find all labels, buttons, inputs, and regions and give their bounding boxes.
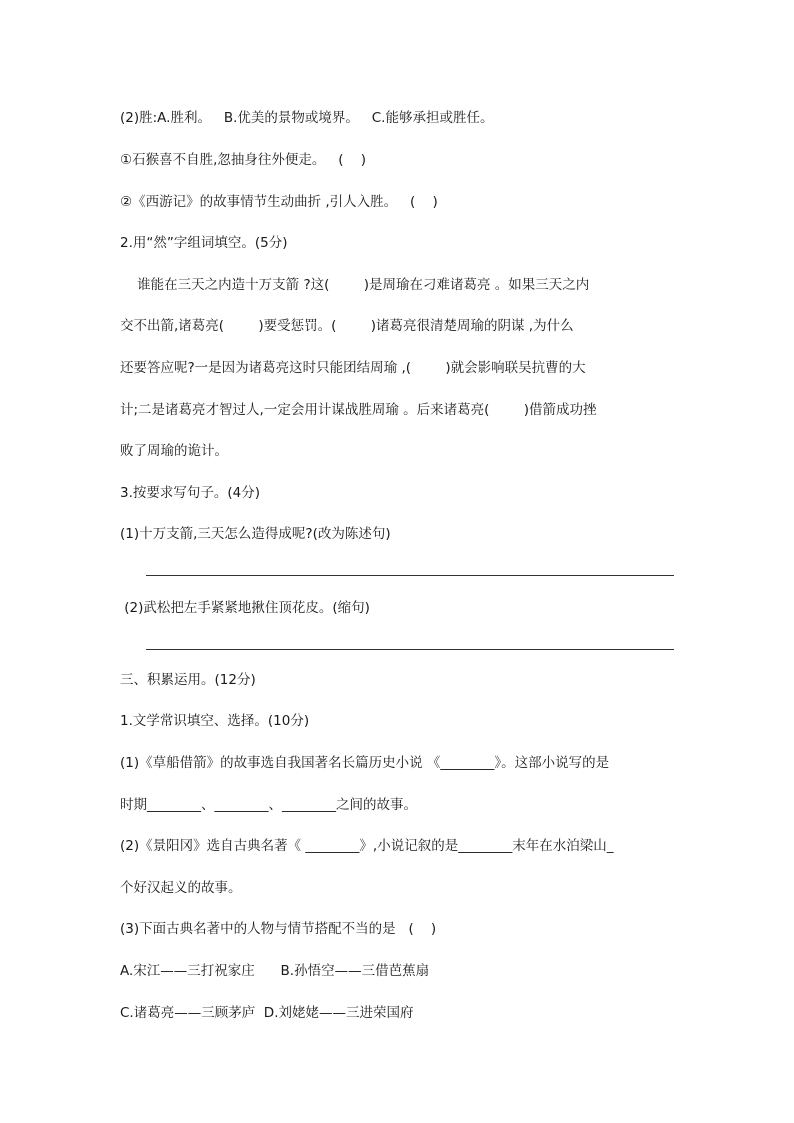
question-2-2-item-1: ①石猴喜不自胜,忽抽身往外便走。 ( ) <box>120 152 366 168</box>
passage-line-5: 败了周瑜的诡计。 <box>120 443 228 459</box>
literature-item-2-line-1: (2)《景阳冈》选自古典名著《 ________》,小说记叙的是________末年在水泊梁山_ <box>120 838 614 854</box>
section-heading-literature: 1.文学常识填空、选择。(10分) <box>120 713 310 729</box>
section-heading-fill-ran: 2.用“然”字组词填空。(5分) <box>120 235 288 251</box>
answer-line-1 <box>146 575 674 576</box>
passage-line-3: 还要答应呢?一是因为诸葛亮这时只能团结周瑜 ,( )就会影响联吴抗曹的大 <box>120 360 586 376</box>
rewrite-item-2: (2)武松把左手紧紧地揪住顶花皮。(缩句) <box>120 600 370 616</box>
passage-line-2: 交不出箭,诸葛亮( )要受惩罚。( )诸葛亮很清楚周瑜的阴谋 ,为什么 <box>120 318 574 334</box>
literature-item-1-line-2: 时期________、________、________之间的故事。 <box>120 797 417 813</box>
literature-item-2-line-2: 个好汉起义的故事。 <box>120 880 242 896</box>
question-2-2-item-2: ②《西游记》的故事情节生动曲折 ,引人入胜。 ( ) <box>120 194 438 210</box>
question-2-2-prompt: (2)胜:A.胜利。 B.优美的景物或境界。 C.能够承担或胜任。 <box>120 110 494 126</box>
literature-item-3-prompt: (3)下面古典名著中的人物与情节搭配不当的是 ( ) <box>120 921 437 937</box>
passage-line-1: 谁能在三天之内造十万支箭 ?这( )是周瑜在刁难诸葛亮 。如果三天之内 <box>120 277 590 293</box>
section-heading-rewrite: 3.按要求写句子。(4分) <box>120 485 261 501</box>
part-three-heading: 三、积累运用。(12分) <box>120 672 256 688</box>
choice-row-cd: C.诸葛亮——三顾茅庐 D.刘姥姥——三进荣国府 <box>120 1005 414 1021</box>
passage-line-4: 计;二是诸葛亮才智过人,一定会用计谋战胜周瑜 。后来诸葛亮( )借箭成功挫 <box>120 402 597 418</box>
choice-row-ab: A.宋江——三打祝家庄 B.孙悟空——三借芭蕉扇 <box>120 963 430 979</box>
answer-line-2 <box>146 649 674 650</box>
literature-item-1-line-1: (1)《草船借箭》的故事选自我国著名长篇历史小说 《________》。这部小说写的是 <box>120 755 610 771</box>
rewrite-item-1: (1)十万支箭,三天怎么造得成呢?(改为陈述句) <box>120 526 391 542</box>
